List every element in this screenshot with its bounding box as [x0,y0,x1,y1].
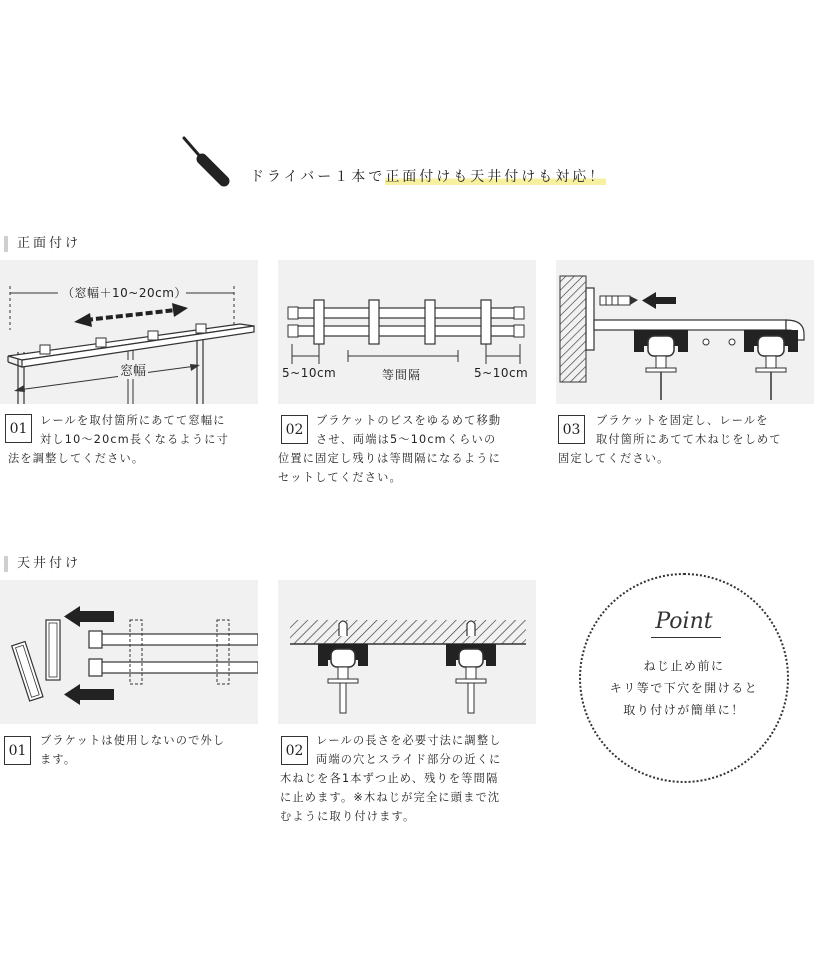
point-title: Point [655,609,713,634]
point-underline [651,637,721,638]
ceiling-step-1-number: 01 [4,736,31,765]
front-step-3-number: 03 [558,415,585,444]
screwdriver-icon [180,135,230,187]
front-figure-3 [556,260,814,404]
ceiling-figure-2 [278,580,536,724]
front-step-2-number: 02 [281,415,308,444]
point-body: ねじ止め前に キリ等で下穴を開けると 取り付けが簡単に！ [609,659,759,717]
front-step-1-number: 01 [5,414,32,443]
section-title-ceiling: 天井付け [4,556,81,572]
header-lead: ドライバー１本で [250,169,386,185]
front-step-2-text: ブラケットのビスをゆるめて移動 させ、両端は5～10cmくらいの 位置に固定し残りは等間隔になるように セットしてください。 [278,414,502,484]
ceiling-step-2-number: 02 [281,736,308,765]
front-step-1-text: レールを取付箇所にあてて窓幅に 対し10～20cm長くなるように寸 法を調整してください。 [8,414,229,465]
equal-spacing-label: 等間隔 [382,368,422,382]
window-width-plus-label: （窓幅＋10~20cm） [62,286,187,300]
end-gap-right-label: 5~10cm [474,366,529,380]
front-step-3-text: ブラケットを固定し、レールを 取付箇所にあてて木ねじをしめて 固定してください。 [558,414,782,465]
ceiling-step-1-text: ブラケットは使用しないので外し ます。 [40,734,226,766]
ceiling-step-2-text: レールの長さを必要寸法に調整し 両端の穴とスライド部分の近くに 木ねじを各1本ずつ止め、残りを等間隔 に止めます。※木ねじが完全に頭まで沈 むように取り付けます。 [280,734,502,823]
point-callout [579,573,789,783]
front-figure-2 [278,260,536,404]
front-figure-1 [0,260,258,404]
ceiling-figure-1 [0,580,258,724]
end-gap-left-label: 5~10cm [282,366,337,380]
header-text [250,166,606,186]
window-width-label: 窓幅 [118,360,148,379]
header-highlight: 正面付けも天井付けも対応！ [385,169,607,185]
section-title-front: 正面付け [4,236,81,252]
